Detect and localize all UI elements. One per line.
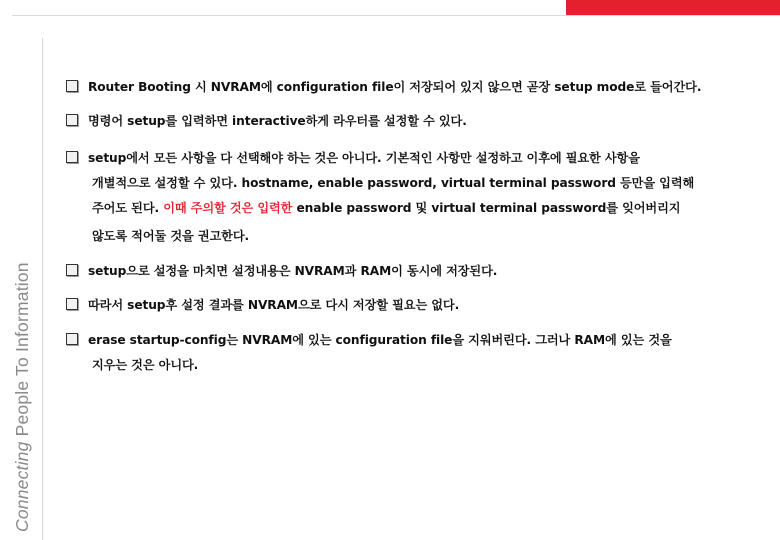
bullet-3-line-2: 개별적으로 설정할 수 있다. hostname, enable password, virtual terminal password 등만을 입력해	[92, 176, 695, 190]
side-label	[12, 262, 33, 532]
checkbox-bullet-icon	[66, 80, 78, 92]
checkbox-bullet-icon	[66, 264, 78, 276]
bullet-6-line-2: 지우는 것은 아니다.	[92, 358, 199, 372]
side-divider	[42, 38, 43, 540]
checkbox-bullet-icon	[66, 114, 78, 126]
bullet-3-line-3-emphasis: 이때 주의할 것은 입력한	[163, 201, 293, 215]
bullet-2-line-1: 명령어 setup를 입력하면 interactive하게 라우터를 설정할 수 있다.	[88, 114, 467, 128]
bullet-5-line-1: 따라서 setup후 설정 결과를 NVRAM으로 다시 저장할 필요는 없다.	[88, 298, 460, 312]
bullet-6-line-1: erase startup-config는 NVRAM에 있는 configuration file을 지워버린다. 그러나 RAM에 있는 것을	[88, 333, 672, 347]
top-divider	[12, 15, 780, 16]
bullet-3-line-1: setup에서 모든 사항을 다 선택해야 하는 것은 아니다. 기본적인 사항만 설정하고 이후에 필요한 사항을	[88, 151, 640, 165]
checkbox-bullet-icon	[66, 333, 78, 345]
bullet-3-line-4: 않도록 적어둘 것을 권고한다.	[92, 229, 250, 243]
top-red-bar	[566, 0, 780, 16]
checkbox-bullet-icon	[66, 151, 78, 163]
bullet-3-line-3-post: enable password 및 virtual terminal password를 잊어버리지	[292, 201, 681, 215]
bullet-1-line-1: Router Booting 시 NVRAM에 configuration file이 저장되어 있지 않으면 곧장 setup mode로 들어간다.	[88, 80, 702, 94]
side-label-italic: Connecting	[12, 441, 32, 532]
checkbox-bullet-icon	[66, 298, 78, 310]
side-label-rest: People To Information	[12, 262, 32, 442]
bullet-3-line-3	[92, 199, 680, 217]
bullet-4-line-1: setup으로 설정을 마치면 설정내용은 NVRAM과 RAM이 동시에 저장된다.	[88, 264, 498, 278]
bullet-3-line-3-pre: 주어도 된다.	[92, 201, 164, 215]
